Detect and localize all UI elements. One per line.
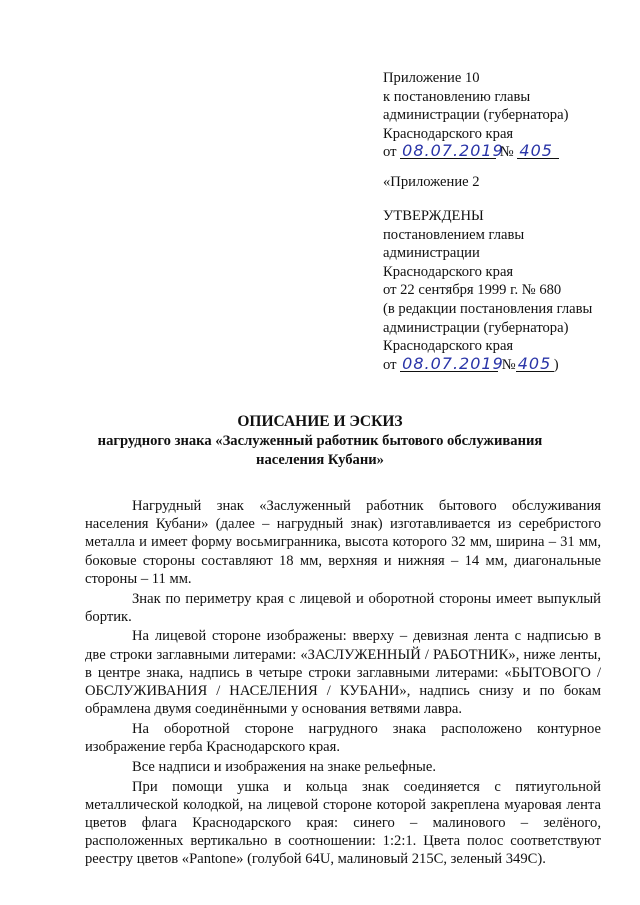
approved-line: администрации	[383, 245, 480, 262]
date-prefix: от	[383, 144, 397, 161]
body-paragraph: При помощи ушка и кольца знак соединяется с пятиугольной металлической колодкой, на лицевой стороне которой закреплена муаровая лента цветов флага Краснодарского края: синего – малинового – зелёного, расположенных вертикально в соотношении: 1:2:1. Цвета полос соответствуют реестру цветов «Pantone» (голубой 64U, малиновый 215C, зеленый 349C).	[85, 778, 601, 868]
handwritten-number: 405	[517, 144, 559, 159]
appendix10-line: Краснодарского края	[383, 125, 514, 142]
document-title: ОПИСАНИЕ И ЭСКИЗ	[237, 413, 403, 430]
approved-line: Краснодарского края	[383, 263, 514, 280]
appendix2-block	[383, 173, 480, 192]
approved-heading: УТВЕРЖДЕНЫ	[383, 208, 484, 224]
appendix2-title: «Приложение 2	[383, 174, 480, 190]
approved-block	[383, 207, 592, 374]
approved-line: администрации (губернатора)	[383, 319, 569, 336]
document-body	[85, 497, 601, 869]
body-paragraph: На оборотной стороне нагрудного знака расположено контурное изображение герба Краснодарского края.	[85, 720, 601, 756]
subtitle-line: нагрудного знака «Заслуженный работник бытового обслуживания	[97, 433, 543, 449]
body-paragraph: Все надписи и изображения на знаке рельефные.	[132, 758, 436, 775]
closing-bracket: )	[553, 356, 559, 373]
body-paragraph: Нагрудный знак «Заслуженный работник бытового обслуживания населения Кубани» (далее – нагрудный знак) изготавливается из серебристого металла и имеет форму восьмигранника, высота которого 32 мм, ширина – 31 мм, боковые стороны составляют 18 мм, верхняя и нижняя – 14 мм, диагональные стороны – 11 мм.	[85, 498, 601, 587]
handwritten-number: 405	[516, 357, 554, 372]
handwritten-date: 08.07.2019	[402, 141, 504, 161]
appendix10-date-line	[383, 143, 568, 162]
document-subtitle	[0, 432, 640, 470]
subtitle-line: населения Кубани»	[256, 452, 384, 468]
approved-line: от 22 сентября 1999 г. № 680	[383, 282, 562, 299]
number-sign: №	[501, 356, 516, 373]
appendix10-line: к постановлению главы	[383, 88, 531, 105]
appendix10-line: администрации (губернатора)	[383, 107, 569, 124]
number-sign: №	[499, 144, 514, 161]
appendix10-block	[383, 69, 568, 162]
appendix10-title: Приложение 10	[383, 70, 480, 86]
handwritten-date: 08.07.2019	[402, 353, 504, 373]
date-prefix: от	[383, 356, 397, 373]
approved-line: постановлением главы	[383, 226, 525, 243]
approved-line: (в редакции постановления главы	[383, 300, 593, 317]
body-paragraph: Знак по периметру края с лицевой и оборотной стороны имеет выпуклый бортик.	[85, 590, 601, 625]
approved-line: Краснодарского края	[383, 338, 514, 355]
approved-date-line	[383, 353, 592, 375]
body-paragraph: На лицевой стороне изображены: вверху – девизная лента с надписью в две строки заглавными литерами: «ЗАСЛУЖЕННЫЙ / РАБОТНИК», ниже ленты, в центре знака, надпись в четыре строки заглавными литерами: «БЫТОВОГО / ОБСЛУЖИВАНИЯ / НАСЕЛЕНИЯ / КУБАНИ», надпись снизу и по бокам обрамлена двумя соединёнными у основания ветвями лавра.	[85, 628, 601, 718]
